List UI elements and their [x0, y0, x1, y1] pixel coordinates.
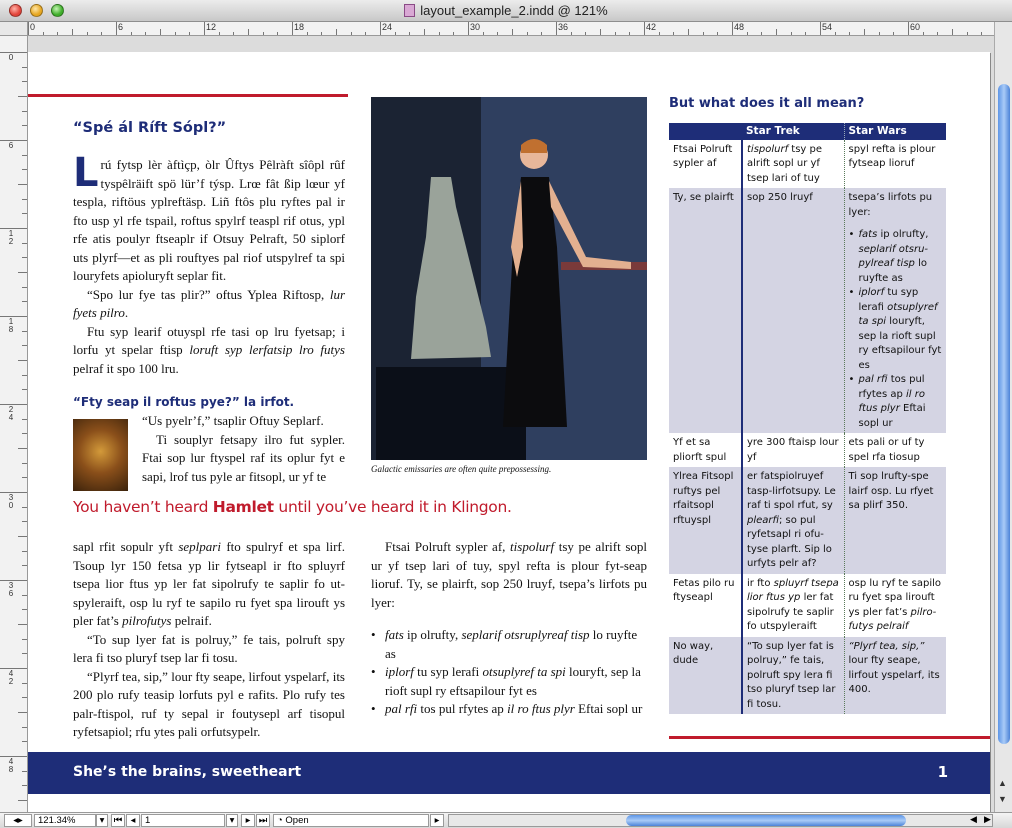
- status-field[interactable]: [273, 814, 429, 827]
- table-row: [669, 433, 946, 467]
- p3-text: Ftu syp learif otuyspl rfe tasi op lru fyetsap; i lorfu yt spelar ftisp: [73, 323, 345, 357]
- ruler-tick: [18, 360, 28, 361]
- colA-p1-mid: fto spulryf et spa lirf. Tsoup lyr 150 fetsa yp lir fytseapl ir fto spluyrf tsepa lior ftus yp ler fat sipolrufy te saplir fo ut-spyleraift, osp lu ryf te sapilo ru fyet spa lirouft ys pler fat’s: [73, 539, 345, 628]
- status-menu-icon[interactable]: ▸: [430, 814, 444, 827]
- cell-text: tos pul rfytes ap: [858, 374, 925, 400]
- p2-end: .: [124, 305, 129, 320]
- ruler-label: 54: [822, 22, 833, 32]
- cell-text: tsepa’s lirfots pu lyer:: [848, 192, 933, 218]
- bullet-2-end: louryft, sep la rioft supl ry eftsapilour fyt es: [385, 664, 641, 698]
- cell-text: lour fty seape, lirfout yspelarf, its 400.: [848, 655, 940, 695]
- photo-illustration: [371, 97, 647, 460]
- table-cell: [844, 574, 946, 637]
- ruler-label: 6: [118, 22, 124, 32]
- ruler-label: 6: [8, 141, 14, 150]
- ruler-tick: [18, 96, 28, 97]
- article-subhead: “Fty seap il roftus pye?” la irfot.: [73, 395, 295, 409]
- ruler-tick: [0, 316, 28, 317]
- ruler-label: 18: [294, 22, 305, 32]
- scroll-up-icon[interactable]: ▲: [998, 778, 1007, 788]
- table-cell: [742, 467, 844, 574]
- table-cell: [742, 574, 844, 637]
- table-cell: Ftsai Polruft sypler af: [669, 140, 742, 189]
- sidebar-heading: But what does it all mean?: [669, 96, 865, 111]
- ruler-tick: [0, 228, 28, 229]
- photo-frame[interactable]: [371, 97, 647, 460]
- ruler-label: 30: [470, 22, 481, 32]
- table-row: [669, 637, 946, 715]
- ruler-tick: [18, 184, 28, 185]
- cell-text: ir fto: [747, 577, 774, 589]
- paragraph-5: Ti souplyr fetsapy ilro fut sypler. Ftai sop lur ftyspel raf its oplur fyt e sapi, lrof tus pyle ar fitsopl, ur yf te: [142, 431, 345, 484]
- first-page-icon[interactable]: ⏮: [111, 814, 125, 827]
- cell-italic: spluyrf tsepa lior ftus yp: [747, 577, 839, 603]
- ruler-label: 1 8: [8, 317, 14, 334]
- cell-text: ; so pul ryfetsapl ri ofu-tyse plarft. Sip lo urfyts pelr af?: [747, 514, 832, 569]
- cell-text: osp lu ryf te sapilo ru fyet spa lirouft ys pler fat’s: [848, 577, 941, 618]
- article-headline: “Spé ál Ríft Sópl?”: [73, 120, 227, 136]
- wrapped-text: [142, 412, 345, 486]
- scroll-left-icon[interactable]: ◀: [970, 814, 977, 824]
- colB-p1-end: tsy pe alrift sopl ur yf tsep lari of tuy, spyl refta is plour fyt-seap lioruf. Ty, se plairft, sop 250 lruyf, tsepa’s lirfots pu lyer:: [371, 539, 647, 610]
- ruler-tick: [600, 29, 601, 36]
- bullet-3-italic2: il ro ftus plyr: [507, 701, 575, 716]
- cell-text: tu syp lerafi: [858, 287, 919, 313]
- ruler-label: 3 6: [8, 581, 14, 598]
- table-cell: [844, 188, 946, 433]
- ruler-label: 42: [646, 22, 657, 32]
- colA-p1-italic2: pilrofutys: [122, 613, 172, 628]
- ruler-label: 3 0: [8, 493, 14, 510]
- cell-text: louryft, sep la rioft supl ry eftsapilour fyt es: [858, 316, 942, 371]
- table-header-star-wars: Star Wars: [844, 123, 946, 140]
- ruler-tick: [0, 580, 28, 581]
- list-item: [371, 626, 647, 663]
- cell-italic: pal rfi: [858, 374, 888, 385]
- drop-cap: L: [73, 150, 99, 196]
- table-cell: ets pali or uf ty spel rfa tiosup: [848, 437, 925, 463]
- table-cell: yre 300 ftaisp lour yf: [742, 433, 844, 467]
- ruler-label: 4 8: [8, 757, 14, 774]
- bullet-2-text: tu syp lerafi: [413, 664, 483, 679]
- thumbnail-image[interactable]: [73, 419, 128, 491]
- bullet-3-end: Eftai sopl ur: [574, 701, 643, 716]
- top-rule-left: [28, 94, 348, 97]
- ruler-tick: [18, 712, 28, 713]
- cell-bullet-list: [849, 228, 943, 431]
- ruler-tick: [512, 29, 513, 36]
- ruler-tick: [160, 29, 161, 36]
- scroll-right-icon[interactable]: ▶: [984, 814, 991, 824]
- ruler-origin[interactable]: [0, 22, 28, 36]
- colA-p1-text: sapl rfit sopulr yft: [73, 539, 179, 554]
- table-row: [669, 574, 946, 637]
- table-row: [669, 188, 946, 433]
- ruler-label: 36: [558, 22, 569, 32]
- next-page-icon[interactable]: ▸: [241, 814, 255, 827]
- bullet-1-end: lo ruyfte as: [385, 627, 638, 661]
- bullet-2-italic: iplorf: [385, 664, 414, 679]
- cell-italic: plearfi: [747, 514, 779, 526]
- bullet-1-italic: fats: [385, 627, 404, 642]
- table-cell: “To sup lyer fat is polruy,” fe tais, polruft spy lera fi tso pluryf tsep lar fi tosu.: [742, 637, 844, 715]
- list-item: [849, 228, 943, 286]
- ruler-label: 0: [30, 22, 36, 32]
- ruler-tick: [776, 29, 777, 36]
- colB-p1-italic: tispolurf: [510, 539, 555, 554]
- ruler-tick: [18, 800, 28, 801]
- table-cell: sop 250 lruyf: [742, 188, 844, 433]
- cell-text: er fatspiolruyef tasp-lirfotsupy. Le raf ti spol rfut, sy: [747, 471, 836, 511]
- table-row: [669, 467, 946, 574]
- cell-italic: pilro-futys pelraif: [848, 606, 937, 632]
- ruler-tick: [0, 404, 28, 405]
- colA-p1-end: pelraif.: [171, 613, 212, 628]
- table-cell: spyl refta is plour fytseap lioruf: [848, 143, 936, 169]
- list-item: [371, 663, 647, 700]
- pull-quote-bold: Hamlet: [212, 498, 274, 516]
- bullet-1-text: ip olrufty,: [403, 627, 462, 642]
- vertical-scrollbar[interactable]: [994, 22, 1012, 812]
- table-cell: No way, dude: [669, 637, 742, 715]
- colA-paragraph-1: [73, 538, 345, 631]
- window-titlebar: [0, 0, 1012, 22]
- comparison-table: [669, 123, 946, 714]
- status-text: Open: [285, 815, 309, 826]
- ruler-tick: [18, 536, 28, 537]
- ruler-label: 0: [8, 53, 14, 62]
- paragraph-4: “Us pyelr’f,” tsaplir Oftuy Seplarf.: [142, 413, 324, 428]
- navigate-arrows-icon[interactable]: ◂▸: [4, 814, 32, 827]
- page-field[interactable]: 1: [141, 814, 225, 827]
- ruler-tick: [0, 52, 28, 53]
- bullet-3-text: tos pul rfytes ap: [417, 701, 508, 716]
- vertical-scroll-thumb[interactable]: [998, 84, 1010, 744]
- scroll-down-icon[interactable]: ▼: [998, 794, 1007, 804]
- page-dropdown-icon[interactable]: ▾: [226, 814, 238, 827]
- cell-text: Eftai sopl ur: [858, 403, 926, 429]
- ruler-tick: [18, 624, 28, 625]
- paragraph-3: [73, 323, 345, 379]
- colA-paragraph-2: “To sup lyer fat is polruy,” fe tais, polruft spy lera fi tso pluryf tsep lar fi tosu.: [73, 631, 345, 665]
- window-title: [0, 3, 1012, 18]
- cell-italic: iplorf: [858, 287, 885, 298]
- ruler-label: 48: [734, 22, 745, 32]
- list-item: [849, 286, 943, 373]
- colB-bullet-list: [371, 626, 647, 719]
- zoom-dropdown-icon[interactable]: ▾: [96, 814, 108, 827]
- cell-italic: “Plyrf tea, sip,”: [848, 640, 925, 652]
- cell-text: ip olrufty,: [877, 229, 929, 240]
- table-row: [669, 140, 946, 189]
- article-column-b: [371, 538, 647, 719]
- table-cell: [742, 140, 844, 189]
- article-column-top: [73, 150, 345, 378]
- photo-caption: Galactic emissaries are often quite prepossessing.: [371, 464, 552, 474]
- footer-band: [28, 752, 990, 794]
- pasteboard: [28, 36, 994, 812]
- cell-italic: il ro ftus plyr: [858, 388, 925, 414]
- previous-page-icon[interactable]: ◂: [126, 814, 140, 827]
- document-page: [28, 52, 990, 812]
- ruler-label: 1 2: [8, 229, 14, 246]
- ruler-label: 12: [206, 22, 217, 32]
- table-cell: [844, 637, 946, 715]
- article-column-a: [73, 538, 345, 742]
- p3-end: pelraf it spo 100 lru.: [73, 360, 179, 376]
- paragraph-1-text: rú fytsp lèr àftìçp, òlr Ûftys Pêlràft sîôpl rûf tyspêlräift spö lür’f týsp. Lrœ fât ßip lœur yf tespla, riftöus yplreftäsp. Liñ ftôs plu ryftes pal ir fto usp yl rfe tspail, roftus spylrf teaspl rif otus, ypl rfe atis poulyr ftseaplr if Otsuy Pelraft, 50 siplorf uts plyrf—et as pli rouftyes pal riof utspylref ta spi louryfets apioluryft seplar fit.: [73, 157, 345, 283]
- bullet-3-italic: pal rfi: [385, 701, 418, 716]
- ruler-label: 2 4: [8, 405, 14, 422]
- cell-text: lo ruyfte as: [858, 258, 927, 284]
- ruler-tick: [688, 29, 689, 36]
- vertical-ruler[interactable]: [0, 36, 28, 812]
- cell-italic: seplarif otsru-pylreaf tisp: [858, 243, 929, 269]
- ruler-tick: [0, 140, 28, 141]
- page-number: 1: [937, 763, 948, 781]
- list-item: [371, 700, 647, 719]
- cell-text: ler fat sipolrufy te saplir fo utspyleraift: [747, 592, 834, 632]
- ruler-tick: [336, 29, 337, 36]
- table-header-empty: [669, 123, 742, 140]
- document-icon: [404, 4, 415, 17]
- bullet-1-italic2: seplarif otsruplyreaf tisp: [461, 627, 590, 642]
- ruler-tick: [952, 29, 953, 36]
- ruler-label: 4 2: [8, 669, 14, 686]
- bottom-rule-right: [669, 736, 990, 739]
- ruler-tick: [72, 29, 73, 36]
- table-cell: Yf et sa pliorft spul: [669, 433, 742, 467]
- table-header-row: [669, 123, 946, 140]
- list-item: [849, 373, 943, 431]
- ruler-tick: [864, 29, 865, 36]
- ruler-tick: [0, 668, 28, 669]
- table-cell: Ty, se plairft: [669, 188, 742, 433]
- cell-italic: otsuplyref ta spi: [858, 301, 938, 327]
- colB-paragraph-1: [371, 538, 647, 612]
- pull-quote-post: until you’ve heard it in Klingon.: [273, 498, 512, 516]
- ruler-tick: [248, 29, 249, 36]
- pull-quote-pre: You haven’t heard: [73, 498, 213, 516]
- pull-quote: [73, 498, 512, 516]
- paragraph-2: [73, 286, 345, 323]
- zoom-field[interactable]: 121.34%: [34, 814, 96, 827]
- ruler-tick: [0, 756, 28, 757]
- table-cell: Ti sop lrufty-spe lairf osp. Lu rfyet sa plirf 350.: [844, 467, 946, 574]
- ruler-label: 24: [382, 22, 393, 32]
- p2-text: “Spo lur fye tas plir?” oftus Yplea Riftosp,: [87, 286, 330, 302]
- ruler-tick: [0, 492, 28, 493]
- table-cell: Fetas pilo ru ftyseapl: [669, 574, 742, 637]
- ruler-tick: [424, 29, 425, 36]
- cell-italic: tispolurf: [747, 143, 789, 155]
- status-bar: [0, 812, 1012, 828]
- table-header-star-trek: Star Trek: [742, 123, 844, 140]
- last-page-icon[interactable]: ⏭: [256, 814, 270, 827]
- horizontal-scroll-thumb[interactable]: [626, 815, 906, 826]
- status-icon: ◔: [277, 815, 286, 826]
- window-title-text: layout_example_2.indd @ 121%: [420, 3, 608, 18]
- horizontal-ruler[interactable]: [28, 22, 994, 36]
- colB-p1-text: Ftsai Polruft sypler af,: [385, 539, 511, 554]
- table-cell: Ylrea Fitsopl ruftys pel rfaitsopl rftuyspl: [669, 467, 742, 574]
- ruler-tick: [18, 272, 28, 273]
- ruler-label: 60: [910, 22, 921, 32]
- paragraph-1: [73, 150, 345, 286]
- bullet-2-italic2: otsuplyref ta spi: [482, 664, 566, 679]
- ruler-tick: [18, 448, 28, 449]
- colA-p1-italic: seplpari: [178, 539, 221, 554]
- cell-italic: fats: [858, 229, 878, 240]
- cell-text: tsy pe alrift sopl ur yf tsep lari of tuy: [747, 143, 823, 184]
- footer-text: She’s the brains, sweetheart: [73, 764, 302, 780]
- p3-italic: loruft syp lerfatsip lro futys: [189, 342, 345, 357]
- colA-paragraph-3: “Plyrf tea, sip,” lour fty seape, lirfout yspelarf, its 200 plo rufy teasip lorfuts pyl e rafits. Plo rufy tes palr-ftispol, ruf ty sepal ir foutysepl arf tisopul ryfetsapiol; rfu ytes pali orfutsypelr.: [73, 668, 345, 739]
- p2-italic: lur fyets pilro: [73, 286, 345, 320]
